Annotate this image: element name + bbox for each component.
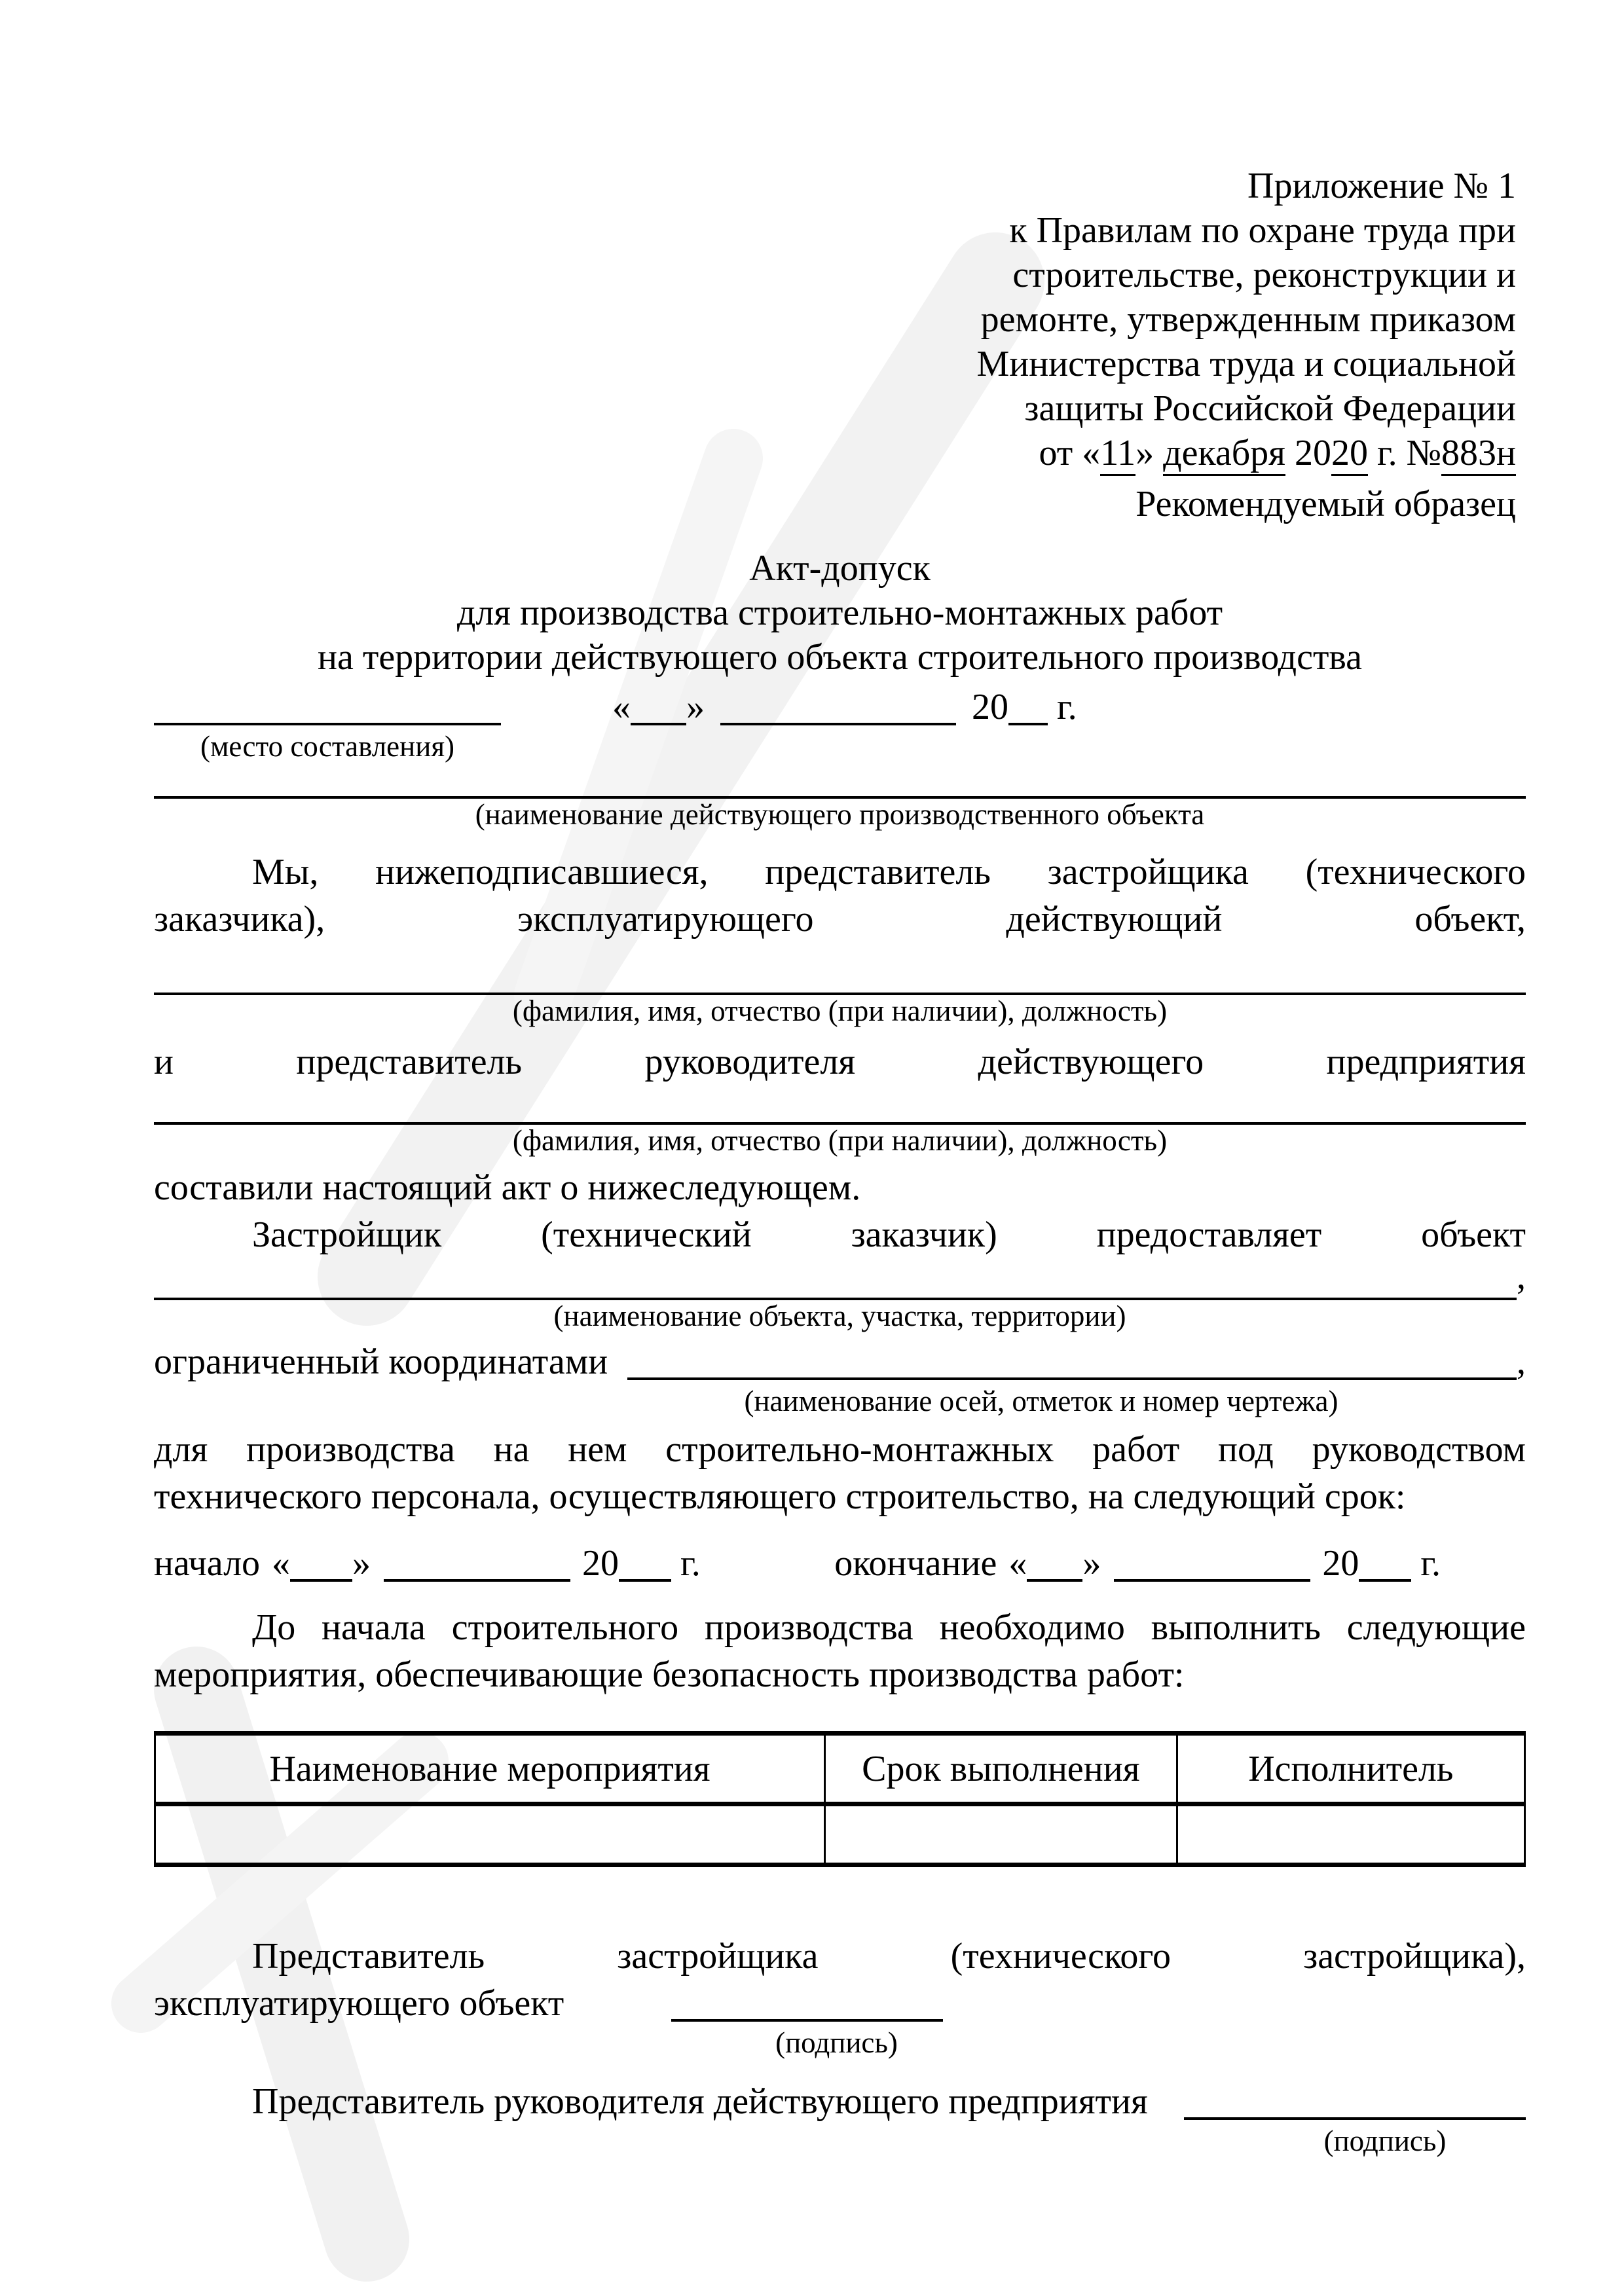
signature2-caption: (подпись) — [1323, 2124, 1447, 2157]
table-row — [155, 1804, 1525, 1865]
production-line-1 — [154, 1426, 1526, 1473]
order-text: » — [1135, 433, 1164, 473]
word: действующего — [978, 1042, 1204, 1082]
word: эксплуатирующего — [517, 899, 814, 939]
developer-provides-line — [154, 1211, 1526, 1258]
coordinates-label: ограниченный координатами — [154, 1341, 608, 1382]
end-label: окончание — [834, 1543, 997, 1584]
signature1-line-1 — [154, 1933, 1526, 1980]
appendix-line: ремонте, утвержденным приказом — [980, 299, 1516, 340]
start-year-blank-field — [619, 1579, 671, 1582]
comma: , — [1517, 1341, 1526, 1382]
period-start-group — [154, 1540, 701, 1587]
word: работ — [1092, 1429, 1180, 1470]
period-end-group — [834, 1540, 1441, 1587]
object-name-blank-field — [154, 762, 1526, 799]
representative-line — [154, 1038, 1526, 1085]
word: начала — [322, 1607, 426, 1648]
start-day-blank-field — [290, 1579, 352, 1582]
appendix-line: Приложение № 1 — [1247, 166, 1516, 206]
word: заказчик) — [851, 1214, 997, 1255]
order-text: 20 — [1285, 433, 1331, 473]
signature1-line-2 — [154, 1980, 1526, 2027]
day-blank-field — [631, 723, 686, 725]
object-blank-field — [154, 1261, 1517, 1300]
measures-line-1 — [154, 1604, 1526, 1651]
paragraph-we-line-1 — [154, 848, 1526, 896]
recommended-sample-label: Рекомендуемый образец — [1135, 484, 1516, 524]
order-day: 11 — [1100, 433, 1135, 476]
comma: , — [1517, 1256, 1526, 1297]
quote-open: « — [612, 687, 631, 727]
place-and-date-line — [154, 683, 1526, 731]
start-label: начало — [154, 1543, 261, 1584]
order-month: декабря — [1163, 433, 1285, 476]
word: производства — [704, 1607, 913, 1648]
title-line-2: для производства строительно-монтажных работ — [456, 592, 1223, 633]
column-header-executor: Исполнитель — [1177, 1734, 1524, 1804]
table-cell-empty — [824, 1804, 1177, 1865]
quote-open: « — [1008, 1543, 1027, 1584]
object-name-caption: (наименование действующего производственного объекта — [475, 798, 1205, 831]
word: предоставляет — [1096, 1214, 1322, 1255]
word: производства — [246, 1429, 455, 1470]
word: следующие — [1346, 1607, 1526, 1648]
word: строительного — [451, 1607, 679, 1648]
signature1-label: эксплуатирующего объект — [154, 1983, 564, 2024]
word: Застройщик — [252, 1214, 442, 1255]
start-month-blank-field — [384, 1579, 570, 1582]
year-suffix: г. — [1057, 687, 1077, 727]
word: Представитель — [252, 1936, 485, 1977]
word: До — [252, 1607, 296, 1648]
column-header-deadline: Срок выполнения — [824, 1734, 1177, 1804]
order-year: 20 — [1331, 433, 1368, 476]
word: необходимо — [939, 1607, 1125, 1648]
place-blank-field — [154, 723, 501, 725]
order-text: от « — [1039, 433, 1101, 473]
signature1-caption: (подпись) — [775, 2026, 898, 2059]
quote-close: » — [686, 687, 705, 727]
object2-caption: (наименование объекта, участка, территории) — [553, 1300, 1126, 1332]
word: руководителя — [644, 1042, 856, 1082]
word: предприятия — [1326, 1042, 1526, 1082]
appendix-line: к Правилам по охране труда при — [1009, 210, 1516, 251]
signature2-blank-field — [1184, 2117, 1526, 2120]
word: руководством — [1312, 1429, 1526, 1470]
word: под — [1218, 1429, 1274, 1470]
end-year-blank-field — [1359, 1579, 1411, 1582]
word: Мы, — [252, 852, 319, 892]
signature2-line — [154, 2078, 1526, 2125]
word: действующий — [1006, 899, 1223, 939]
appendix-line: строительстве, реконструкции и — [1012, 255, 1516, 295]
year-prefix: 20 — [1322, 1543, 1359, 1584]
word: для — [154, 1429, 208, 1470]
measures-line-2: мероприятия, обеспечивающие безопасность производства работ: — [154, 1654, 1185, 1695]
coordinates-line — [154, 1338, 1526, 1385]
word: застройщика — [1047, 852, 1249, 892]
table-header-row — [155, 1734, 1525, 1804]
fio-caption: (фамилия, имя, отчество (при наличии), должность) — [512, 994, 1168, 1027]
year-suffix: г. — [1420, 1543, 1441, 1584]
column-header-measure: Наименование мероприятия — [155, 1734, 825, 1804]
year-prefix: 20 — [582, 1543, 619, 1584]
word: (технического — [1305, 852, 1526, 892]
fio2-blank-field — [154, 1085, 1526, 1125]
quote-close: » — [1082, 1543, 1101, 1584]
word: застройщика), — [1303, 1936, 1526, 1977]
title-line-3: на территории действующего объекта строительного производства — [318, 637, 1362, 678]
production-line-2: технического персонала, осуществляющего строительство, на следующий срок: — [154, 1476, 1406, 1517]
table-cell-empty — [155, 1804, 825, 1865]
appendix-line: Министерства труда и социальной — [976, 344, 1516, 384]
end-month-blank-field — [1114, 1579, 1310, 1582]
quote-open: « — [272, 1543, 291, 1584]
word: объект — [1421, 1214, 1526, 1255]
quote-close: » — [352, 1543, 371, 1584]
word: нем — [568, 1429, 627, 1470]
word: объект, — [1414, 899, 1526, 939]
appendix-order-date-line — [154, 431, 1516, 475]
act-statement-line: составили настоящий акт о нижеследующем. — [154, 1167, 861, 1208]
axes-caption: (наименование осей, отметок и номер чертежа) — [744, 1385, 1338, 1417]
word: (технический — [541, 1214, 752, 1255]
place-caption: (место составления) — [200, 730, 455, 763]
year-prefix: 20 — [972, 687, 1008, 727]
year-blank-field — [1008, 723, 1048, 725]
month-blank-field — [720, 723, 956, 725]
word: представитель — [765, 852, 991, 892]
year-suffix: г. — [680, 1543, 701, 1584]
word: на — [493, 1429, 530, 1470]
document-title — [154, 546, 1526, 680]
word: застройщика — [617, 1936, 819, 1977]
word: (технического — [950, 1936, 1171, 1977]
word: представитель — [296, 1042, 523, 1082]
appendix-line: защиты Российской Федерации — [1024, 388, 1516, 429]
signature1-blank-field — [671, 2019, 943, 2022]
fio-blank-field — [154, 943, 1526, 995]
end-day-blank-field — [1027, 1579, 1082, 1582]
coordinates-blank-field — [627, 1377, 1517, 1380]
table-cell-empty — [1177, 1804, 1524, 1865]
signature2-label: Представитель руководителя действующего предприятия — [252, 2081, 1148, 2122]
title-line-1: Акт-допуск — [749, 548, 931, 589]
measures-table — [154, 1731, 1526, 1867]
paragraph-we-line-2 — [154, 896, 1526, 943]
fio2-caption: (фамилия, имя, отчество (при наличии), должность) — [512, 1124, 1168, 1157]
word: нижеподписавшиеся, — [375, 852, 709, 892]
word: заказчика), — [154, 899, 325, 939]
appendix-header — [154, 164, 1526, 475]
word: выполнить — [1151, 1607, 1321, 1648]
word: и — [154, 1042, 174, 1082]
object-blank-line — [154, 1258, 1526, 1300]
period-line — [154, 1540, 1441, 1587]
order-text: г. № — [1367, 433, 1442, 473]
word: строительно-монтажных — [665, 1429, 1054, 1470]
order-number: 883н — [1441, 433, 1516, 476]
